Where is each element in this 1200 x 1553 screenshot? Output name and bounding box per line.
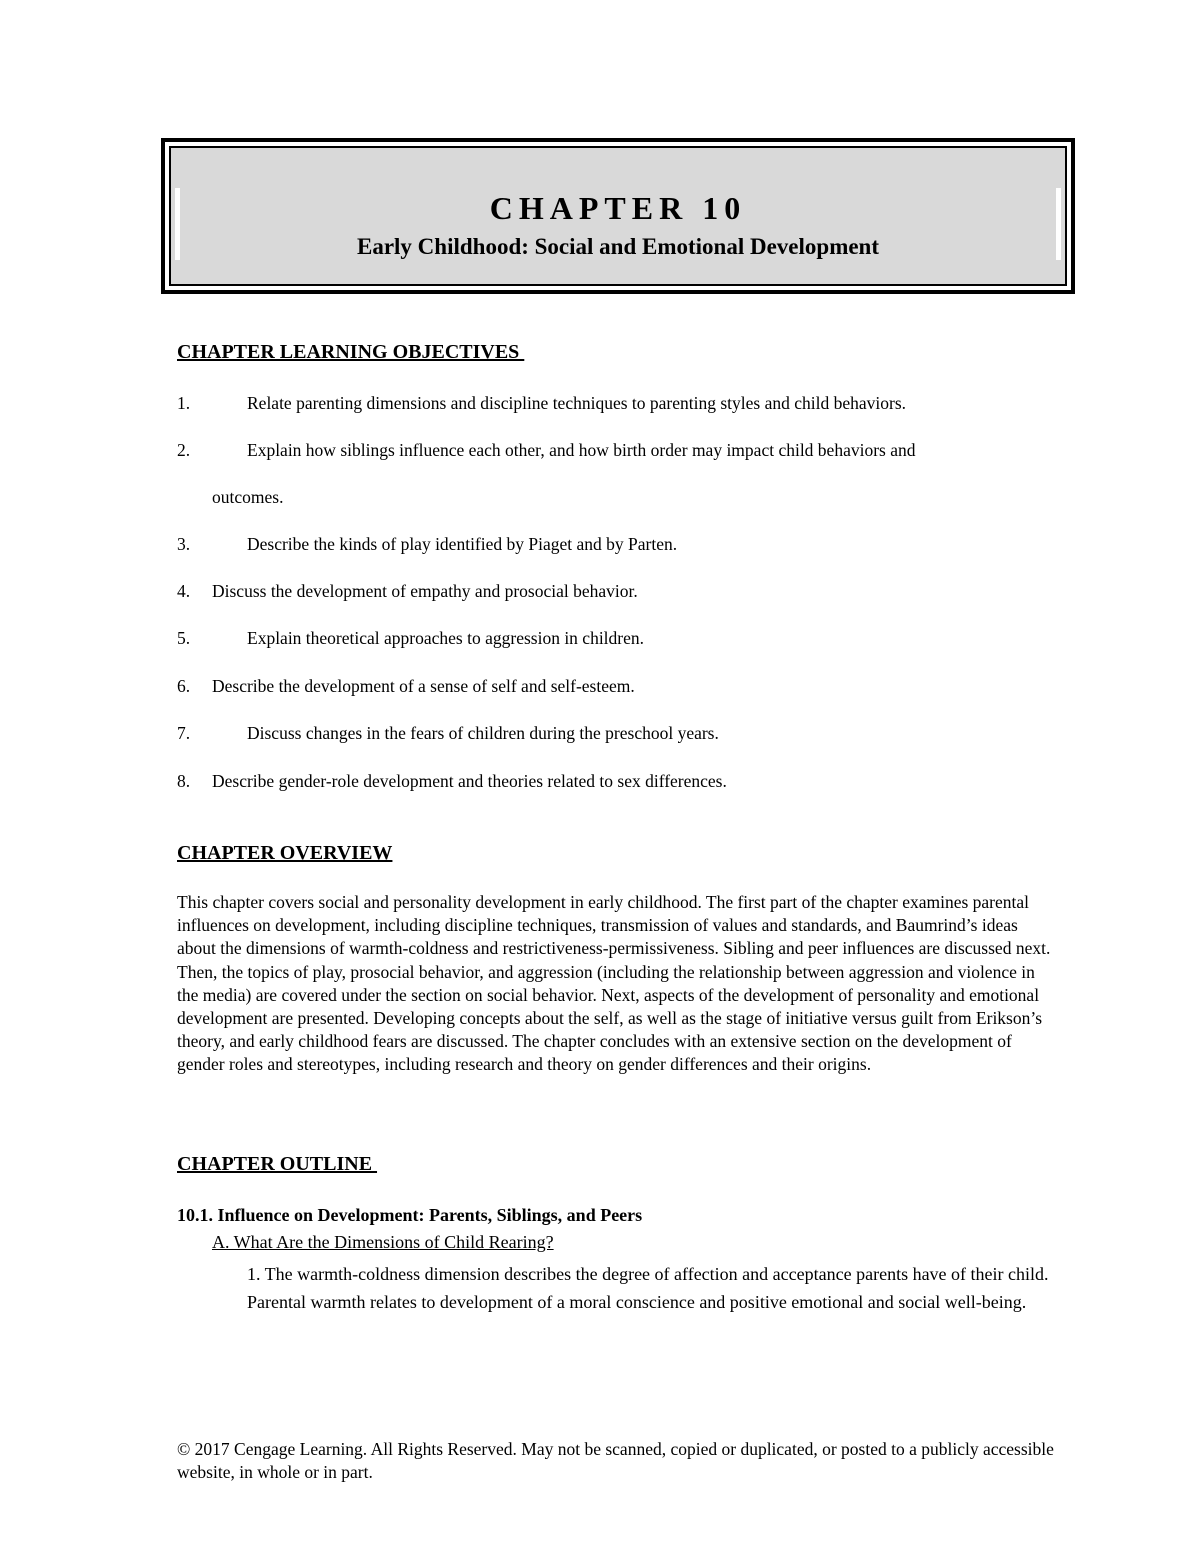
objective-number: 1. [177, 393, 191, 413]
objective-item [177, 440, 916, 461]
outline-section-title: 10.1. Influence on Development: Parents, Siblings, and Peers [177, 1205, 643, 1225]
objective-text: Describe gender-role development and theories related to sex differences. [212, 771, 727, 791]
objective-text: Discuss the development of empathy and prosocial behavior. [212, 581, 638, 601]
copyright-footer: © 2017 Cengage Learning. All Rights Reserved. May not be scanned, copied or duplicated, or posted to a publicly accessible website, in whole or in part. [177, 1439, 1054, 1482]
objective-number: 3. [177, 534, 191, 554]
objective-number: 7. [177, 723, 191, 743]
objective-text: Relate parenting dimensions and discipline techniques to parenting styles and child behaviors. [247, 393, 907, 413]
objective-number: 8. [177, 771, 191, 791]
objective-text: Discuss changes in the fears of children during the preschool years. [247, 723, 719, 743]
outline-item: 1. The warmth-coldness dimension describes the degree of affection and acceptance parents have of their child. Parental warmth relates to development of a moral conscience and positive emotional and social well-being. [247, 1264, 1049, 1312]
chapter-title: Early Childhood: Social and Emotional Development [356, 234, 880, 259]
overview-paragraph: This chapter covers social and personality development in early childhood. The first part of the chapter examines parental influences on development, including discipline techniques, transmission of values and standards, and Baumrind’s ideas about the dimensions of warmth-coldness and restrictiveness-permissiveness. Sibling and peer influences are discussed next. Then, the topics of play, prosocial behavior, and aggression (including the relationship between aggression and violence in the media) are covered under the section on social behavior. Next, aspects of the development of personality and emotional development are presented. Developing concepts about the self, as well as the stage of initiative versus guilt from Erikson’s theory, and early childhood fears are discussed. The chapter concludes with an extensive section on the development of gender roles and stereotypes, including research and theory on gender differences and their origins. [177, 892, 1051, 1075]
overview-heading: CHAPTER OVERVIEW [177, 842, 393, 864]
objective-item [177, 581, 638, 602]
objective-number: 5. [177, 628, 191, 648]
chapter-title-panel [169, 146, 1067, 286]
objective-text: Explain how siblings influence each other, and how birth order may impact child behaviors and [247, 440, 916, 460]
outline-subsection-title: A. What Are the Dimensions of Child Rearing? [212, 1232, 554, 1252]
outline-heading: CHAPTER OUTLINE [177, 1153, 378, 1175]
objective-number: 4. [177, 581, 191, 601]
objective-item [177, 534, 677, 555]
objective-text: Describe the kinds of play identified by Piaget and by Parten. [247, 534, 678, 554]
chapter-number: CHAPTER 10 [489, 190, 747, 226]
chapter-title-box [161, 138, 1075, 294]
objective-item [177, 676, 635, 697]
objective-item [177, 723, 719, 744]
objective-number: 6. [177, 676, 191, 696]
objective-continuation: outcomes. [212, 487, 284, 507]
objective-text: Explain theoretical approaches to aggression in children. [247, 628, 645, 648]
objective-number: 2. [177, 440, 191, 460]
objective-item [177, 393, 906, 414]
objective-item [177, 771, 727, 792]
objective-item [177, 628, 644, 649]
objective-text: Describe the development of a sense of self and self-esteem. [212, 676, 635, 696]
objectives-heading: CHAPTER LEARNING OBJECTIVES [177, 341, 525, 363]
